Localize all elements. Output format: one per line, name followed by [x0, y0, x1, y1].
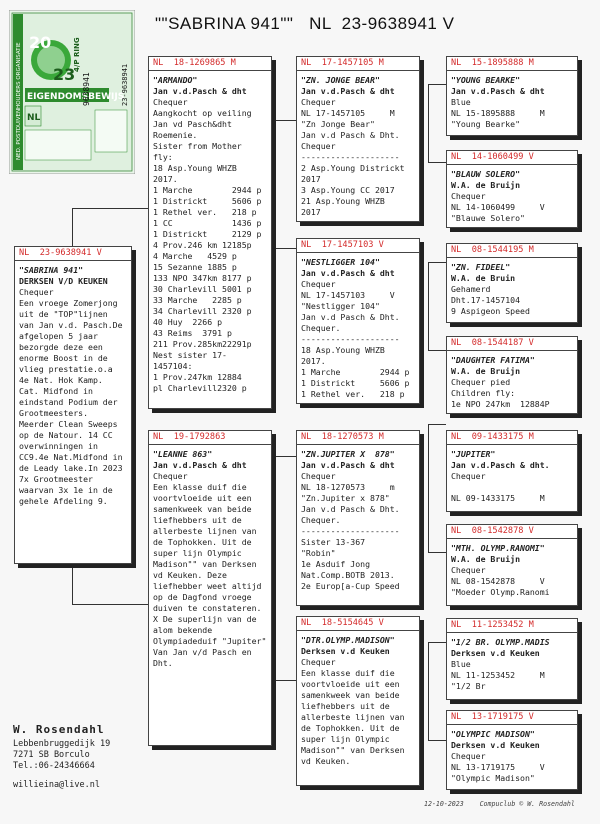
owner-name: Jan v.d.Pasch & dht: [153, 86, 247, 96]
pigeon-card-g5: [446, 430, 578, 512]
pedigree-line: NL 17-1457105 M: [301, 108, 395, 118]
pedigree-line: "Young Bearke": [451, 119, 521, 129]
ring-number: NL 14-1060499 V: [447, 151, 577, 165]
pedigree-line: 1 Marche 2944 p: [153, 185, 262, 195]
stamp-country: NL: [27, 113, 41, 123]
pedigree-lines: [451, 97, 573, 130]
pedigree-line: 2 Asp.Young Districkt: [301, 163, 405, 173]
breeder-name: W. Rosendahl: [13, 723, 105, 736]
pedigree-line: 1 Prov.247km 12884: [153, 372, 242, 382]
print-signature: 12-10-2023 Compuclub © W. Rosendahl: [424, 800, 575, 808]
pedigree-line: --------------------: [301, 334, 400, 344]
pedigree-line: Jan vd Pasch&dht: [153, 119, 232, 129]
ring-number: NL 19-1792863: [149, 431, 271, 445]
pedigree-lines: [451, 471, 573, 504]
pedigree-lines: [451, 191, 573, 224]
pedigree-line: 1 Rethel ver. 218 p: [153, 207, 257, 217]
pedigree-line: 1 Marche 2944 p: [301, 367, 410, 377]
ring-number: NL 09-1433175 M: [447, 431, 577, 445]
breeder-email[interactable]: willieina@live.nl: [13, 780, 100, 790]
stamp-year-a: 20: [29, 33, 52, 52]
pigeon-description: Een klasse duif die voortvloeide uit een samenkweek van beide liefhebbers uit de allerbeste lijnen van de Tophokken. Uit de super lijn Olympic Madison"" van Derksen vd Keuken.: [301, 668, 405, 766]
stamp-number-2: 23-9638941: [121, 63, 129, 106]
pedigree-line: --------------------: [301, 152, 400, 162]
pigeon-card-subject: [14, 246, 132, 564]
pedigree-line: 9 Aspigeon Speed: [451, 306, 530, 316]
pedigree-line: Roemenie.: [153, 130, 198, 140]
pedigree-line: 4 Prov.246 km 12185p: [153, 240, 252, 250]
owner-name: Derksen v.d Keuken: [451, 740, 540, 750]
pedigree-line: 1 Districkt 5606 p: [301, 378, 410, 388]
owner-name: W.A. de Bruijn: [451, 554, 521, 564]
pigeon-card-g6: [446, 524, 578, 606]
owner-name: Derksen v.d Keuken: [301, 646, 390, 656]
pigeon-card-g3: [446, 243, 578, 323]
ring-number: NL 11-1253452 M: [447, 619, 577, 633]
pedigree-line: 1 CC 1436 p: [153, 218, 262, 228]
pedigree-line: "Olympic Madison": [451, 773, 535, 783]
pigeon-name: "YOUNG BEARKE": [451, 75, 521, 85]
pedigree-line: NL 08-1542878 V: [451, 576, 545, 586]
pigeon-card-g4: [446, 336, 578, 414]
pedigree-lines: [451, 284, 573, 317]
pedigree-line: 1e NPO 247km 12884P: [451, 399, 550, 409]
pigeon-card-g1: [446, 56, 578, 136]
pedigree-line: 15 Sezanne 1885 p: [153, 262, 237, 272]
pedigree-line: [451, 482, 573, 493]
pedigree-line: Chequer: [451, 751, 486, 761]
owner-name: Jan v.d.Pasch & dht: [301, 86, 395, 96]
breeder-address: Lebbenbruggedijk 19: [13, 739, 111, 749]
owner-name: W.A. de Bruijn: [451, 366, 521, 376]
pedigree-line: Nat.Comp.BOTB 2013.: [301, 570, 395, 580]
pigeon-card-mother: [148, 430, 272, 746]
ring-number: NL 23-9638941 V: [15, 247, 131, 261]
owner-name: W.A. de Bruijn: [451, 180, 521, 190]
pigeon-card-mm: [296, 616, 420, 786]
pigeon-card-g8: [446, 710, 578, 790]
pedigree-lines: [301, 279, 415, 400]
pedigree-line: "Blauwe Solero": [451, 213, 525, 223]
pedigree-line: Jan v.d Pasch & Dht.: [301, 130, 400, 140]
pedigree-line: 1 Rethel ver. 218 p: [301, 389, 405, 399]
pigeon-card-ff: [296, 56, 420, 222]
pedigree-line: Chequer: [153, 97, 188, 107]
pedigree-line: Chequer.: [301, 515, 341, 525]
pedigree-line: 40 Huy 2266 p: [153, 317, 223, 327]
pedigree-line: 43 Reims 3791 p: [153, 328, 232, 338]
pigeon-name: "DTR.OLYMP.MADISON": [301, 635, 395, 645]
ownership-card-icon: [9, 10, 135, 174]
pedigree-line: NL 17-1457103 V: [301, 290, 395, 300]
pigeon-name: "ZN. FIDEEL": [451, 262, 511, 272]
pedigree-line: NL 14-1060499 V: [451, 202, 545, 212]
pedigree-lines: [451, 659, 573, 692]
pedigree-line: NL 15-1895888 M: [451, 108, 545, 118]
pedigree-line: 1 Districkt 5606 p: [153, 196, 262, 206]
pigeon-card-fm: [296, 238, 420, 404]
pigeon-card-father: [148, 56, 272, 409]
pedigree-line: 30 Charlevill 5001 p: [153, 284, 252, 294]
owner-name: W.A. de Bruin: [451, 273, 516, 283]
pedigree-line: NL 13-1719175 V: [451, 762, 545, 772]
pigeon-name: "1/2 BR. OLYMP.MADIS: [451, 637, 550, 647]
owner-name: Jan v.d.Pasch & dht: [451, 86, 545, 96]
pedigree-line: NL 18-1270573 m: [301, 482, 395, 492]
breeder-phone: Tel.:06-24346664: [13, 761, 95, 771]
pedigree-line: "Zn Jonge Bear": [301, 119, 375, 129]
pigeon-name: "JUPITER": [451, 449, 496, 459]
owner-name: Jan v.d.Pasch & dht: [153, 460, 247, 470]
ring-number: NL 17-1457105 M: [297, 57, 419, 71]
pedigree-line: 18 Asp.Young WHZB: [301, 345, 385, 355]
ring-number: NL 08-1544187 V: [447, 337, 577, 351]
pedigree-line: Gehamerd: [451, 284, 491, 294]
pedigree-line: 34 Charlevill 2320 p: [153, 306, 252, 316]
pigeon-name: "LEANNE 863": [153, 449, 213, 459]
pedigree-line: Sister 13-367: [301, 537, 366, 547]
pigeon-name: "SABRINA 941": [19, 265, 84, 275]
pedigree-line: Blue: [451, 659, 471, 669]
pedigree-line: Chequer: [301, 141, 336, 151]
ring-number: NL 18-5154645 V: [297, 617, 419, 631]
pedigree-line: Sister from Mother: [153, 141, 242, 151]
owner-name: DERKSEN V/D KEUKEN: [19, 276, 108, 286]
pedigree-line: Jan v.d Pasch & Dht.: [301, 312, 400, 322]
pedigree-lines: [301, 97, 415, 218]
pigeon-card-g2: [446, 150, 578, 228]
pigeon-color: Chequer: [301, 657, 336, 667]
pedigree-line: Chequer: [451, 565, 486, 575]
page-title: ""SABRINA 941"" NL 23-9638941 V: [155, 14, 455, 33]
pedigree-line: Chequer: [451, 191, 486, 201]
pedigree-line: "1/2 Br: [451, 681, 486, 691]
pigeon-name: "MTH. OLYMP.RANOMI": [451, 543, 545, 553]
pedigree-line: 2017: [301, 207, 321, 217]
pigeon-name: "NESTLIGGER 104": [301, 257, 380, 267]
pigeon-name: "ZN. JONGE BEAR": [301, 75, 380, 85]
owner-name: Derksen v.d Keuken: [451, 648, 540, 658]
owner-name: Jan v.d.Pasch & dht.: [451, 460, 550, 470]
pigeon-name: "ARMANDO": [153, 75, 198, 85]
ring-number: NL 15-1895888 M: [447, 57, 577, 71]
pedigree-line: 1457104:: [153, 361, 193, 371]
pedigree-line: Chequer: [301, 471, 336, 481]
owner-name: Jan v.d.Pasch & dht: [301, 460, 395, 470]
pigeon-color: Chequer: [153, 471, 188, 481]
pedigree-line: fly:: [153, 152, 173, 162]
pedigree-line: 3 Asp.Young CC 2017: [301, 185, 395, 195]
pedigree-line: Chequer.: [301, 323, 341, 333]
ring-number: NL 18-1269865 M: [149, 57, 271, 71]
pedigree-line: 33 Marche 2285 p: [153, 295, 242, 305]
ring-number: NL 13-1719175 V: [447, 711, 577, 725]
pedigree-line: 2017.: [153, 174, 178, 184]
pedigree-lines: [451, 377, 573, 410]
pigeon-description: Een vroege Zomerjong uit de "TOP"lijnen van Jan v.d. Pasch.De afgelopen 5 jaar bezorgde deze een enorme Boost in de vlieg prestatie.o.a 4e Nat. Hok Kamp. Cat. Midfond in eindstand Podium der Grootmeesters. Meerder Clean Sweeps op de Natour. 14 CC overwinningen in CC9.4e Nat.Midfond in de Leady lake.In 2023 7x Grootmeester waarvan 3x 1e in de gehele Afdeling 9.: [19, 298, 123, 506]
pedigree-line: 1 Districkt 2129 p: [153, 229, 262, 239]
pedigree-line: "Robin": [301, 548, 336, 558]
pigeon-card-g7: [446, 618, 578, 700]
pedigree-line: Dht.17-1457104: [451, 295, 521, 305]
pedigree-line: 2017.: [301, 356, 326, 366]
stamp-year-b: 23: [53, 65, 76, 84]
pedigree-line: Children fly:: [451, 388, 516, 398]
pedigree-line: "Zn.Jupiter x 878": [301, 493, 390, 503]
pedigree-line: 1e Asduif Jong: [301, 559, 371, 569]
pedigree-line: "Nestligger 104": [301, 301, 380, 311]
pedigree-line: "Moeder Olymp.Ranomi: [451, 587, 550, 597]
pedigree-line: 2017: [301, 174, 321, 184]
pedigree-line: 211 Prov.285km22291p: [153, 339, 252, 349]
pedigree-line: Chequer: [451, 471, 486, 481]
pedigree-line: 4 Marche 4529 p: [153, 251, 237, 261]
pedigree-lines: [451, 565, 573, 598]
pigeon-name: "DAUGHTER FATIMA": [451, 355, 535, 365]
pigeon-card-mf: [296, 430, 420, 606]
pedigree-line: Jan v.d Pasch & Dht.: [301, 504, 400, 514]
ring-number: NL 18-1270573 M: [297, 431, 419, 445]
pedigree-lines: [153, 97, 267, 394]
pigeon-name: "ZN.JUPITER X 878": [301, 449, 395, 459]
pigeon-name: "OLYMPIC MADISON": [451, 729, 535, 739]
stamp-ring: 4/P RING: [73, 37, 81, 72]
pedigree-line: Nest sister 17-: [153, 350, 227, 360]
pedigree-line: Chequer: [301, 97, 336, 107]
pedigree-line: Chequer: [301, 279, 336, 289]
pedigree-lines: [301, 471, 415, 592]
pigeon-color: Chequer: [19, 287, 54, 297]
stamp-org: NED. POSTDUIVENHOUDERS ORGANISATIE: [16, 42, 22, 160]
pedigree-line: 21 Asp.Young WHZB: [301, 196, 385, 206]
pedigree-line: Chequer pied: [451, 377, 511, 387]
pedigree-line: Blue: [451, 97, 471, 107]
pedigree-line: 18 Asp.Young WHZB: [153, 163, 237, 173]
breeder-city: 7271 SB Borculo: [13, 750, 90, 760]
pedigree-line: 133 NPO 347km 8177 p: [153, 273, 252, 283]
pedigree-lines: [451, 751, 573, 784]
pedigree-line: 2e Europ[a-Cup Speed: [301, 581, 400, 591]
stamp-number: 9638941: [82, 72, 91, 106]
pedigree-line: pl Charlevill2320 p: [153, 383, 247, 393]
owner-name: Jan v.d.Pasch & dht: [301, 268, 395, 278]
ring-number: NL 08-1544195 M: [447, 244, 577, 258]
pedigree-line: NL 09-1433175 M: [451, 493, 545, 503]
pedigree-line: Aangkocht op veiling: [153, 108, 252, 118]
pigeon-name: "BLAUW SOLERO": [451, 169, 521, 179]
pigeon-description: Een klasse duif die voortvloeide uit een samenkweek van beide liefhebbers uit de allerbeste lijnen van de Tophokken. Uit de super lijn Olympic Madison"" van Derksen vd Keuken. Deze liefhebber weet altijd op de Dagfond vroege duiven te constateren. X De superlijn van de alom bekende Olympiadeduif "Jupiter" Van Jan v/d Pasch en Dht.: [153, 482, 267, 668]
ring-number: NL 08-1542878 V: [447, 525, 577, 539]
stamp-label: EIGENDOMSBEWIJS: [27, 92, 125, 102]
pedigree-line: NL 11-1253452 M: [451, 670, 545, 680]
pedigree-line: --------------------: [301, 526, 400, 536]
ring-number: NL 17-1457103 V: [297, 239, 419, 253]
breeder-contact: [13, 724, 110, 791]
